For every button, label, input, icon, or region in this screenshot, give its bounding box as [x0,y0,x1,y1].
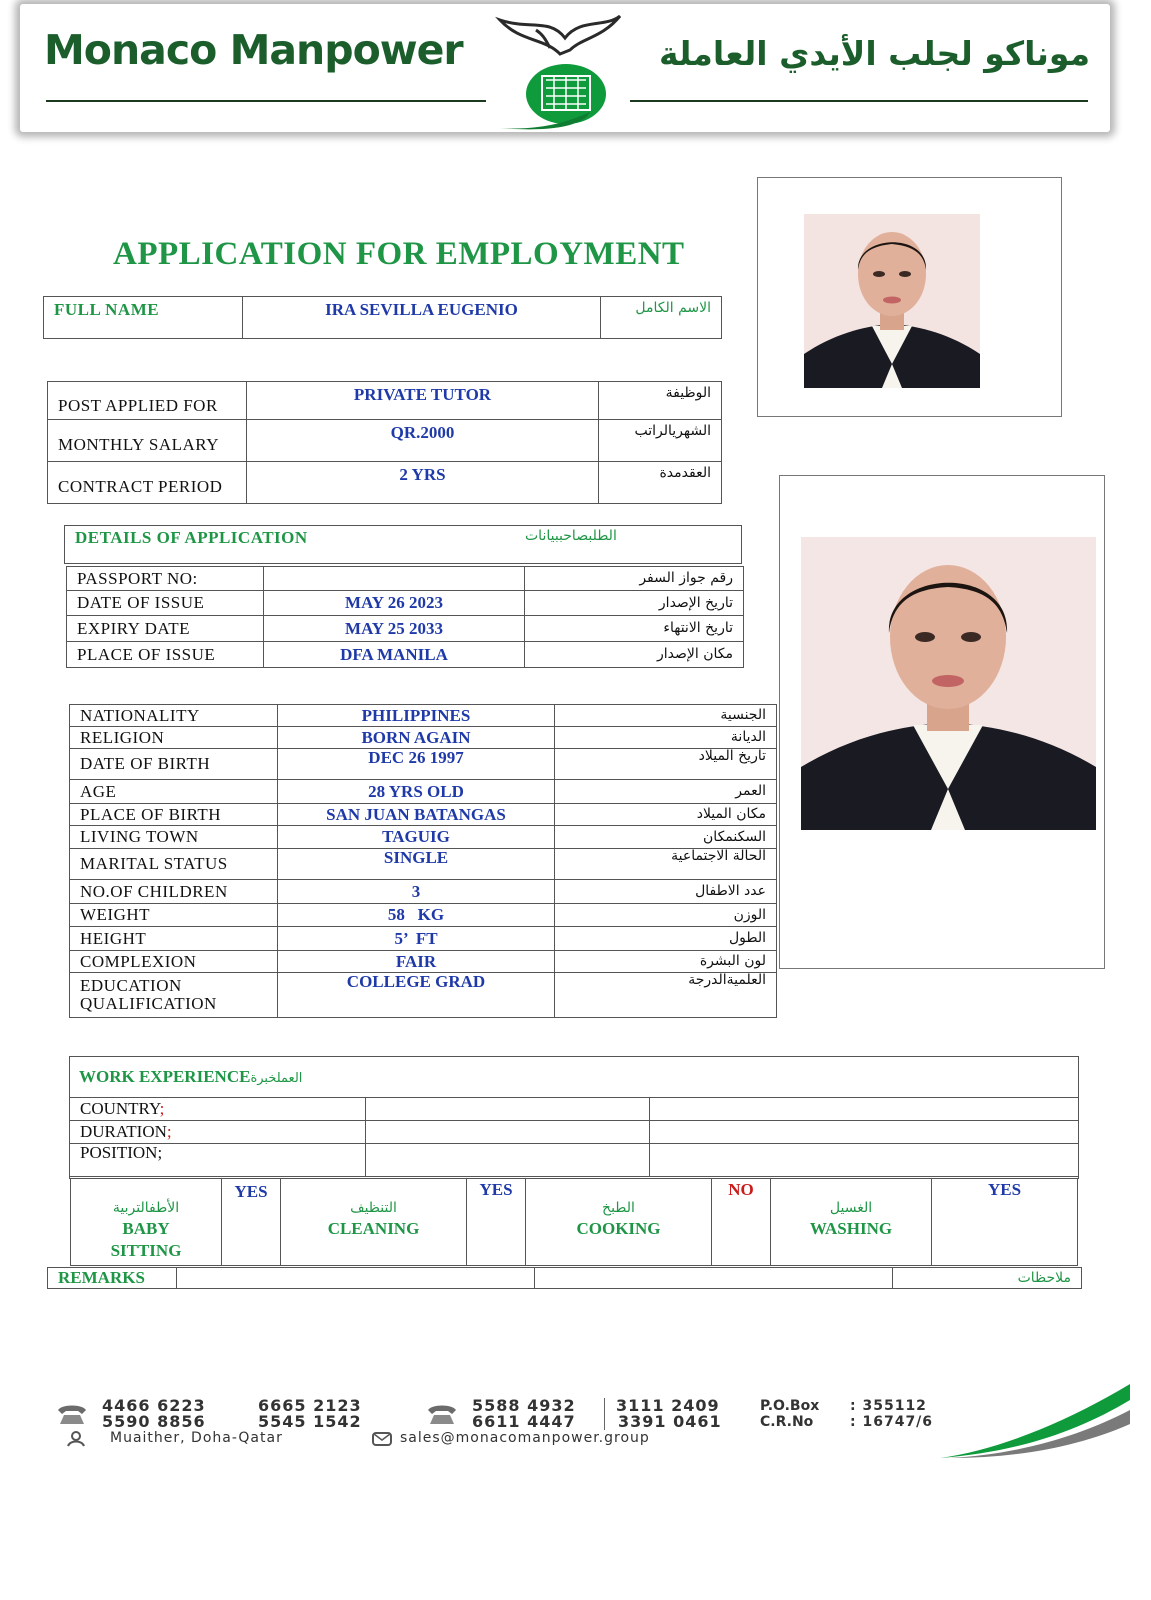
birth-date-value: DEC 26 1997 [278,749,555,780]
full-name-label: FULL NAME [44,297,243,339]
phone-1: 4466 6223 [102,1396,206,1415]
birth-date-label-ar: تاريخ الميلاد [555,749,777,780]
remarks-label-ar: ملاحظات [893,1268,1082,1289]
position-extra[interactable] [650,1144,1079,1177]
contract-value: 2 YRS [247,462,599,504]
details-heading-box [64,525,742,564]
phone-3: 5590 8856 [102,1412,206,1431]
details-heading: DETAILS OF APPLICATION [75,528,308,547]
post-value: PRIVATE TUTOR [247,382,599,420]
remarks-field-1[interactable] [177,1268,535,1289]
phone-4: 5545 1542 [258,1412,362,1431]
issue-date-label: DATE OF ISSUE [67,591,264,616]
height-label-ar: الطول [555,927,777,951]
skill-cleaning-answer: YES [467,1179,526,1266]
header-rule-right [630,100,1088,102]
salary-label: MONTHLY SALARY [48,420,247,462]
work-heading-ar: العملخبرة [250,1071,303,1086]
duration-label-text: DURATION [80,1122,167,1142]
skill-cleaning-en: CLEANING [327,1218,420,1238]
nationality-label-ar: الجنسية [555,705,777,727]
position-label: POSITION; [70,1144,366,1177]
weight-value: 58 KG [278,904,555,927]
email-icon [372,1432,392,1446]
expiry-date-label: EXPIRY DATE [67,616,264,642]
complexion-label: COMPLEXION [70,951,278,973]
children-label-ar: عدد الاطفال [555,880,777,904]
issue-place-value: DFA MANILA [264,642,525,668]
country-label-text: COUNTRY [80,1099,160,1119]
country-sep: ; [159,1099,165,1119]
nationality-value: PHILIPPINES [278,705,555,727]
company-logo-icon [490,8,630,134]
duration-value[interactable] [366,1121,650,1144]
education-label: EDUCATION QUALIFICATION [70,973,278,1018]
phone-7: 6611 4447 [472,1412,576,1431]
skill-washing-en: WASHING [809,1218,893,1238]
contract-label-ar: العقدمدة [599,462,722,504]
skill-cooking-ar: الطبخ [602,1200,635,1216]
remarks-field-2[interactable] [535,1268,893,1289]
full-name-label-ar: الاسم الكامل [601,297,722,339]
duration-sep: ; [166,1122,172,1142]
skill-babysitting-answer: YES [222,1179,281,1266]
header-rule-left [46,100,486,102]
complexion-label-ar: لون البشرة [555,951,777,973]
living-town-value: TAGUIG [278,826,555,849]
birth-date-label: DATE OF BIRTH [70,749,278,780]
post-table [47,381,722,504]
height-label: HEIGHT [70,927,278,951]
education-label-ar: العلميةالدرجة [555,973,777,1018]
age-label-ar: العمر [555,780,777,804]
passport-label-ar: رقم جواز السفر [525,567,744,591]
skill-babysitting-en: BABY SITTING [110,1218,182,1260]
duration-extra[interactable] [650,1121,1079,1144]
remarks-table [47,1267,1082,1289]
phone-8: 3391 0461 [618,1412,722,1431]
work-table [69,1097,1079,1177]
skill-washing-ar: الغسيل [829,1200,873,1216]
skill-washing-answer: YES [932,1179,1078,1266]
applicant-photo-large [801,537,1096,830]
living-town-label-ar: السكنمكان [555,826,777,849]
crno-value: : 16747/6 [850,1414,934,1430]
weight-label-ar: الوزن [555,904,777,927]
details-heading-ar: الطلبصاحببيانات [525,528,617,544]
phone-icon [54,1402,90,1428]
country-label [70,1098,366,1121]
passport-label: PASSPORT NO: [67,567,264,591]
skill-cooking-answer: NO [712,1179,771,1266]
location-icon [66,1430,86,1448]
company-name-ar: موناكو لجلب الأيدي العاملة [658,34,1090,73]
page-title: APPLICATION FOR EMPLOYMENT [113,236,685,272]
skill-washing-label [771,1179,932,1266]
nationality-label: NATIONALITY [70,705,278,727]
email: sales@monacomanpower.group [400,1430,650,1446]
issue-date-value: MAY 26 2023 [264,591,525,616]
skill-cooking-label [526,1179,712,1266]
phone-6: 3111 2409 [616,1396,720,1415]
issue-date-label-ar: تاريخ الإصدار [525,591,744,616]
children-label: NO.OF CHILDREN [70,880,278,904]
religion-label-ar: الديانة [555,727,777,749]
marital-status-label: MARITAL STATUS [70,849,278,880]
phone-2: 6665 2123 [258,1396,362,1415]
passport-value [264,567,525,591]
full-name-value: IRA SEVILLA EUGENIO [243,297,601,339]
skill-cleaning-ar: التنظيف [350,1200,397,1216]
phone-divider [604,1398,605,1430]
religion-label: RELIGION [70,727,278,749]
phone-5: 5588 4932 [472,1396,576,1415]
issue-place-label: PLACE OF ISSUE [67,642,264,668]
country-value[interactable] [366,1098,650,1121]
company-name-en: Monaco Manpower [44,26,463,74]
expiry-date-value: MAY 25 2033 [264,616,525,642]
skill-babysitting-label [71,1179,222,1266]
children-value: 3 [278,880,555,904]
applicant-photo-small [804,214,980,388]
work-experience-heading [79,1067,302,1087]
birth-place-label: PLACE OF BIRTH [70,804,278,826]
skills-table [70,1178,1078,1266]
address: Muaither, Doha-Qatar [110,1430,283,1446]
age-value: 28 YRS OLD [278,780,555,804]
height-value: 5’ FT [278,927,555,951]
pobox-label: P.O.Box [760,1398,820,1414]
birth-place-value: SAN JUAN BATANGAS [278,804,555,826]
footer-swoosh [940,1380,1130,1460]
post-label-ar: الوظيفة [599,382,722,420]
weight-label: WEIGHT [70,904,278,927]
skill-babysitting-ar: الأطفالتربية [112,1200,180,1216]
remarks-label: REMARKS [48,1268,177,1289]
personal-table [69,704,777,1018]
education-value: COLLEGE GRAD [278,973,555,1018]
full-name-table [43,296,722,339]
duration-label [70,1121,366,1144]
skill-cleaning-label [281,1179,467,1266]
footer [0,1380,1151,1470]
skill-cooking-en: COOKING [576,1218,661,1238]
position-value[interactable] [366,1144,650,1177]
country-extra[interactable] [650,1098,1079,1121]
contract-label: CONTRACT PERIOD [48,462,247,504]
issue-place-label-ar: مكان الإصدار [525,642,744,668]
header-banner [20,4,1110,132]
age-label: AGE [70,780,278,804]
details-table [66,566,744,668]
post-label: POST APPLIED FOR [48,382,247,420]
salary-value: QR.2000 [247,420,599,462]
religion-value: BORN AGAIN [278,727,555,749]
complexion-value: FAIR [278,951,555,973]
expiry-date-label-ar: تاريخ الانتهاء [525,616,744,642]
salary-label-ar: الشهريالراتب [599,420,722,462]
living-town-label: LIVING TOWN [70,826,278,849]
work-heading-en: WORK EXPERIENCE [79,1067,251,1086]
crno-label: C.R.No [760,1414,814,1430]
phone-icon-2 [424,1402,460,1428]
pobox-value: : 355112 [850,1398,927,1414]
birth-place-label-ar: مكان الميلاد [555,804,777,826]
marital-status-value: SINGLE [278,849,555,880]
marital-status-label-ar: الحالة الاجتماعية [555,849,777,880]
